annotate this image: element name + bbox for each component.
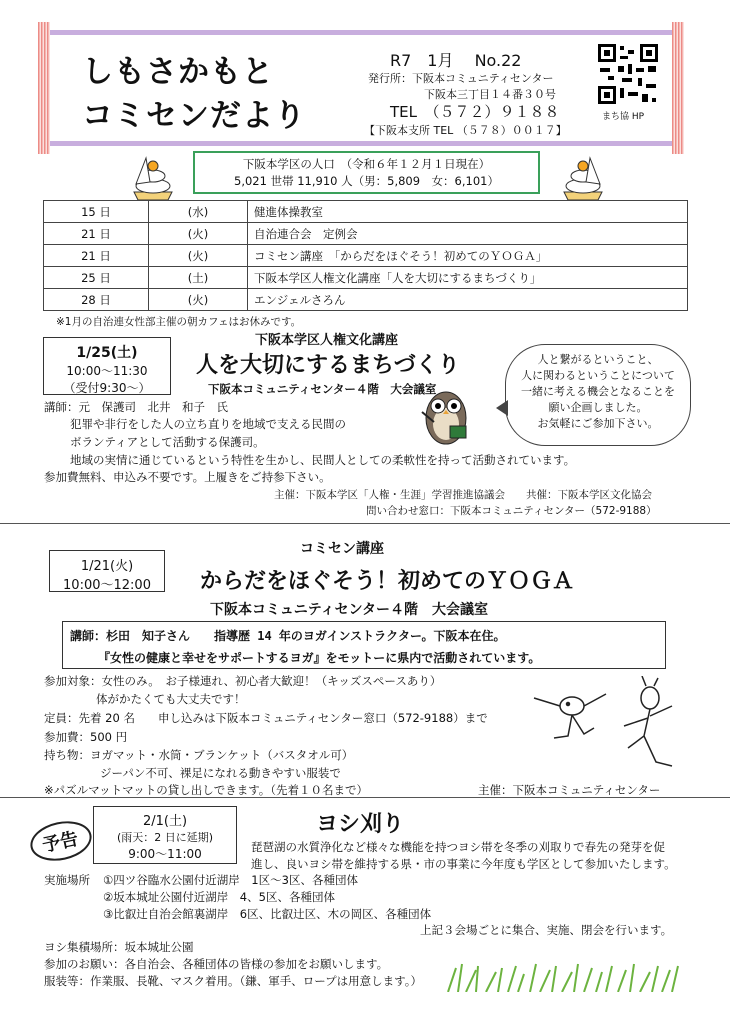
lecture-date-box	[43, 337, 171, 395]
newsletter-title-line1: しもさかもと	[82, 54, 274, 90]
population-box	[193, 151, 540, 194]
yoshi-date-box	[93, 806, 237, 864]
schedule-date: 21 日	[44, 245, 149, 267]
lecture-description: 犯罪や非行をした人の立ち直りを地域で支える民間の	[70, 417, 346, 431]
schedule-note: ※1月の自治連女性部主催の朝カフェはお休みです。	[56, 316, 302, 328]
schedule-event: 健進体操教室	[248, 201, 688, 223]
table-row	[44, 267, 688, 289]
schedule-day: (火)	[149, 223, 248, 245]
lecture-date: 1/25(土)	[76, 345, 138, 361]
table-row	[44, 223, 688, 245]
schedule-event: 自治連合会 定例会	[248, 223, 688, 245]
qr-caption: まち協 HP	[602, 112, 645, 122]
header-top-border	[38, 30, 684, 35]
schedule-date: 25 日	[44, 267, 149, 289]
yoga-host: 主催：下阪本コミュニティセンター	[478, 783, 661, 797]
schedule-date: 28 日	[44, 289, 149, 311]
schedule-day: (火)	[149, 289, 248, 311]
lecture-fee: 参加費無料、申込み不要です。上履きをご持参下さい。	[44, 470, 331, 484]
lecture-heading: 下阪本学区人権文化講座	[255, 333, 399, 348]
schedule-date: 21 日	[44, 223, 149, 245]
issue-number: R7 1月 No.22	[390, 51, 522, 70]
schedule-day: (水)	[149, 201, 248, 223]
clothing-note: 服装等：作業服、長靴、マスク着用。（鎌、軍手、ロープは用意します。）	[44, 974, 423, 988]
instructor-line1: 講師：杉田 知子さん 指導歴 14 年のヨガインストラクター。下阪本在住。	[70, 629, 506, 643]
lecture-contact: 問い合わせ窓口：下阪本コミュニティセンター（572-9188）	[366, 505, 657, 517]
gather-note: 上記３会場ごとに集合、実施、閉会を行います。	[420, 923, 673, 937]
schedule-day: (土)	[149, 267, 248, 289]
yoga-heading: コミセン講座	[300, 541, 384, 557]
publisher-address: 下阪本三丁目１４番３０号	[424, 88, 556, 101]
header-right-stripe	[672, 22, 684, 154]
yoshi-intro: 琵琶湖の水質浄化など様々な機能を持つヨシ帯を冬季の刈取りで春先の発芽を促	[251, 840, 665, 854]
yoga-target: 体がかたくても大丈夫です！	[96, 692, 246, 706]
notice-label: 予告	[40, 828, 81, 857]
population-date: 下阪本学区の人口 （令和６年１２月１日現在）	[242, 157, 491, 171]
site-label: 実施場所	[44, 873, 90, 887]
schedule-table	[43, 200, 688, 311]
branch-phone: 【下阪本支所 TEL （５７８）００１７】	[364, 124, 567, 137]
publisher: 発行所：下阪本コミュニティセンター	[368, 72, 554, 85]
yoshi-rain-date: (雨天：2 日に延期)	[116, 831, 214, 844]
section-divider	[0, 523, 730, 524]
lecture-title: 人を大切にするまちづくり	[196, 353, 460, 378]
instructor-line2: 『女性の健康と幸せをサポートするヨガ』をモットーに県内で活動されています。	[98, 651, 541, 665]
yoshi-date: 2/1(土)	[142, 814, 188, 829]
yoga-items: 持ち物：ヨガマット・水筒・ブランケット（バスタオル可）	[44, 748, 354, 762]
bubble-line: お気軽にご参加下さい。	[537, 417, 659, 430]
yoga-time: 10:00～12:00	[63, 578, 151, 593]
yoga-animals-icon	[532, 676, 682, 776]
lecture-reception: （受付9:30～）	[63, 381, 151, 395]
lecture-time: 10:00～11:30	[66, 364, 148, 378]
yoga-capacity: 定員：先着 20 名 申し込みは下阪本コミュニティセンター窓口（572-9188）まで	[44, 711, 488, 725]
participation-request: 参加のお願い：各自治会、各種団体の皆様の参加をお願いします。	[44, 957, 389, 971]
lecturer: 講師：元 保護司 北井 和子 氏	[44, 400, 228, 414]
schedule-event: 下阪本学区人権文化講座「人を大切にするまちづくり」	[248, 267, 688, 289]
yoshi-intro: 進し、良いヨシ帯を維持する県・市の事業に今年度も学区として参加いたします。	[251, 857, 676, 871]
site-item: ①四ツ谷臨水公園付近湖岸 1区～3区、各種団体	[103, 873, 358, 887]
owl-mascot-icon	[420, 382, 472, 448]
qr-code-icon[interactable]	[598, 44, 658, 104]
yoga-venue: 下阪本コミュニティセンター４階 大会議室	[210, 602, 489, 618]
schedule-day: (火)	[149, 245, 248, 267]
lecture-host: 主催：下阪本学区「人権・生涯」学習推進協議会 共催：下阪本学区文化協会	[274, 489, 652, 501]
site-item: ③比叡辻自治会館裏湖岸 6区、比叡辻区、木の岡区、各種団体	[103, 907, 432, 921]
lecture-description: ボランティアとして活動する保護司。	[70, 435, 265, 449]
table-row	[44, 201, 688, 223]
collection-site: ヨシ集積場所：坂本城址公園	[44, 940, 194, 954]
bubble-line: 願い企画しました。	[548, 401, 648, 414]
header-left-stripe	[38, 22, 50, 154]
table-row	[44, 245, 688, 267]
yoga-title: からだをほぐそう！初めてのＹＯＧＡ	[200, 569, 575, 594]
speech-bubble-text	[506, 352, 690, 432]
kagami-mochi-icon	[130, 148, 176, 200]
section-divider	[0, 797, 730, 798]
schedule-event: エンジェルさろん	[248, 289, 688, 311]
yoga-date: 1/21(火)	[80, 559, 134, 574]
grass-icon	[446, 962, 682, 992]
bubble-line: 一緒に考える機会となることを	[521, 385, 675, 398]
lecture-description: 地域の実情に通じているという特性を生かし、民間人としての柔軟性を持って活動されています。	[70, 453, 576, 467]
header-bottom-border	[38, 141, 684, 146]
phone-number: TEL （５７２）９１８８	[390, 103, 560, 121]
yoshi-time: 9:00～11:00	[128, 847, 202, 861]
yoga-fee: 参加費：500 円	[44, 730, 128, 744]
yoga-items: ジーパン不可、裸足になれる動きやすい服装で	[100, 766, 341, 780]
table-row	[44, 289, 688, 311]
yoga-mat-rental: ※パズルマットマットの貸し出しできます。（先着１０名まで）	[44, 783, 369, 797]
bubble-line: 人と繋がるということ、	[537, 353, 659, 366]
site-item: ②坂本城址公園付近湖岸 4、5区、各種団体	[103, 890, 335, 904]
kagami-mochi-icon-right	[560, 148, 606, 200]
newsletter-title-line2: コミセンだより	[82, 98, 306, 134]
lecture-venue: 下阪本コミュニティセンター４階 大会議室	[208, 382, 437, 396]
schedule-event: コミセン講座 「からだをほぐそう！初めてのＹＯＧＡ」	[248, 245, 688, 267]
yoshi-title: ヨシ刈り	[316, 812, 405, 837]
yoga-target: 参加対象：女性のみ。 お子様連れ、初心者大歓迎！（キッズスペースあり）	[44, 674, 442, 688]
schedule-date: 15 日	[44, 201, 149, 223]
population-figures: 5,021 世帯 11,910 人（男：5,809 女：6,101）	[234, 174, 499, 188]
bubble-line: 人に関わるということについて	[521, 369, 675, 382]
yoga-date-box	[49, 550, 165, 592]
